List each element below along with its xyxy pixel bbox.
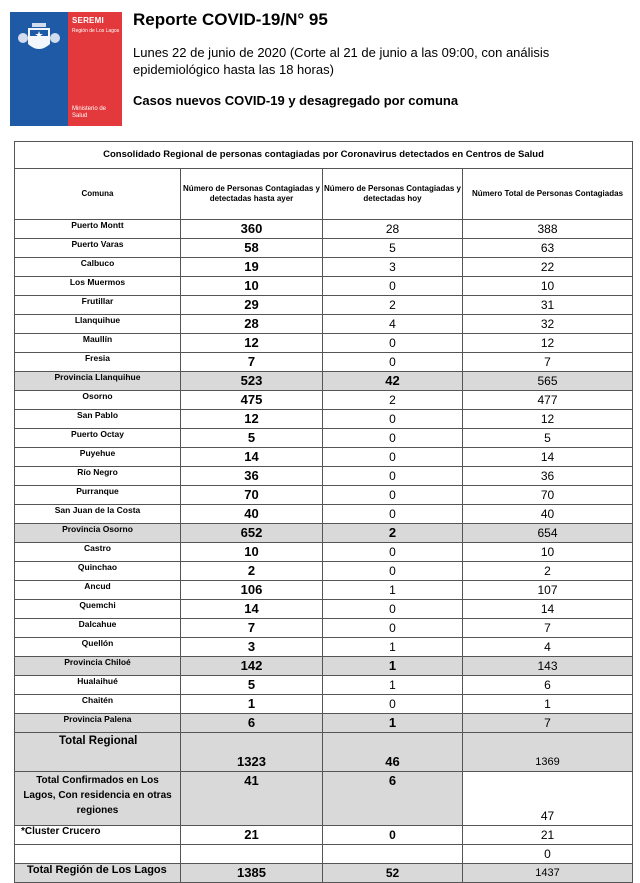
hoy-cell: 0 — [323, 448, 463, 467]
total-cell: 6 — [463, 676, 633, 695]
comuna-cell: Provincia Llanquihue — [15, 372, 181, 391]
cases-table — [14, 141, 633, 883]
hoy-cell: 0 — [323, 543, 463, 562]
ayer-cell: 523 — [181, 372, 323, 391]
confirmados-otras-ayer: 41 — [181, 772, 323, 826]
coat-of-arms-icon — [16, 20, 62, 60]
comuna-cell: Hualaihué — [15, 676, 181, 695]
comuna-cell: Puerto Montt — [15, 220, 181, 239]
total-cell: 2 — [463, 562, 633, 581]
total-cell: 7 — [463, 714, 633, 733]
comuna-cell: Llanquihue — [15, 315, 181, 334]
ayer-cell: 12 — [181, 410, 323, 429]
confirmados-otras-hoy: 6 — [323, 772, 463, 826]
hoy-cell: 42 — [323, 372, 463, 391]
comuna-cell: Provincia Palena — [15, 714, 181, 733]
comuna-cell: Quellón — [15, 638, 181, 657]
total-cell: 388 — [463, 220, 633, 239]
ayer-cell: 5 — [181, 429, 323, 448]
ayer-cell: 28 — [181, 315, 323, 334]
total-regional-total: 1369 — [463, 733, 633, 772]
column-header-total: Número Total de Personas Contagiadas — [463, 169, 633, 220]
total-cell: 40 — [463, 505, 633, 524]
total-cell: 565 — [463, 372, 633, 391]
total-cell: 7 — [463, 353, 633, 372]
comuna-cell: Los Muermos — [15, 277, 181, 296]
table-row — [15, 638, 633, 657]
comuna-cell: Quinchao — [15, 562, 181, 581]
total-cell: 12 — [463, 410, 633, 429]
ayer-cell: 58 — [181, 239, 323, 258]
total-cell: 14 — [463, 600, 633, 619]
hoy-cell: 4 — [323, 315, 463, 334]
total-regional-hoy: 46 — [323, 733, 463, 772]
ayer-cell: 6 — [181, 714, 323, 733]
total-cell: 70 — [463, 486, 633, 505]
total-regional-row — [15, 733, 633, 772]
hoy-cell: 1 — [323, 676, 463, 695]
table-row — [15, 600, 633, 619]
comuna-cell: Dalcahue — [15, 619, 181, 638]
hoy-cell: 0 — [323, 619, 463, 638]
column-header-comuna: Comuna — [15, 169, 181, 220]
logo-ministerio-text: Ministerio de Salud — [72, 106, 107, 119]
total-cell: 7 — [463, 619, 633, 638]
ayer-cell: 10 — [181, 543, 323, 562]
confirmados-otras-regiones-row — [15, 772, 633, 826]
report-title: Reporte COVID-19/N° 95 — [133, 10, 328, 29]
ayer-cell: 3 — [181, 638, 323, 657]
comuna-cell: Purranque — [15, 486, 181, 505]
comuna-cell: Maullín — [15, 334, 181, 353]
total-cell: 22 — [463, 258, 633, 277]
hoy-cell: 1 — [323, 657, 463, 676]
table-row — [15, 695, 633, 714]
total-cell: 31 — [463, 296, 633, 315]
hoy-cell: 0 — [323, 600, 463, 619]
table-row — [15, 220, 633, 239]
cluster-label: *Cluster Crucero — [15, 826, 181, 845]
total-cell: 32 — [463, 315, 633, 334]
hoy-cell: 5 — [323, 239, 463, 258]
table-row — [15, 543, 633, 562]
cluster-ayer: 21 — [181, 826, 323, 845]
comuna-cell: Frutillar — [15, 296, 181, 315]
total-cell: 10 — [463, 277, 633, 296]
ayer-cell: 14 — [181, 600, 323, 619]
ayer-cell: 7 — [181, 619, 323, 638]
table-row — [15, 277, 633, 296]
hoy-cell: 0 — [323, 353, 463, 372]
table-row — [15, 448, 633, 467]
table-row — [15, 353, 633, 372]
cluster-crucero-row — [15, 826, 633, 845]
hoy-cell: 28 — [323, 220, 463, 239]
ayer-cell: 360 — [181, 220, 323, 239]
column-header-ayer: Número de Personas Contagiadas y detectadas hasta ayer — [181, 169, 323, 220]
logo-region-text: Región de Los Lagos — [72, 28, 120, 34]
table-row — [15, 334, 633, 353]
total-cell: 12 — [463, 334, 633, 353]
ayer-cell: 142 — [181, 657, 323, 676]
hoy-cell: 0 — [323, 695, 463, 714]
blank-row — [15, 845, 633, 864]
provincia-row — [15, 714, 633, 733]
hoy-cell: 0 — [323, 429, 463, 448]
hoy-cell: 2 — [323, 524, 463, 543]
table-row — [15, 467, 633, 486]
ayer-cell: 70 — [181, 486, 323, 505]
ayer-cell: 2 — [181, 562, 323, 581]
comuna-cell: Provincia Chiloé — [15, 657, 181, 676]
ayer-cell: 106 — [181, 581, 323, 600]
hoy-cell: 0 — [323, 410, 463, 429]
hoy-cell: 1 — [323, 638, 463, 657]
total-regional-ayer: 1323 — [181, 733, 323, 772]
table-row — [15, 391, 633, 410]
hoy-cell: 2 — [323, 296, 463, 315]
total-cell: 5 — [463, 429, 633, 448]
table-row — [15, 429, 633, 448]
ayer-cell: 12 — [181, 334, 323, 353]
confirmados-otras-total: 47 — [463, 772, 633, 826]
blank-row-total: 0 — [463, 845, 633, 864]
total-cell: 10 — [463, 543, 633, 562]
table-row — [15, 619, 633, 638]
seremi-logo — [10, 12, 122, 126]
logo-red-panel — [68, 12, 122, 126]
ayer-cell: 475 — [181, 391, 323, 410]
ayer-cell: 19 — [181, 258, 323, 277]
ayer-cell: 36 — [181, 467, 323, 486]
comuna-cell: Quemchi — [15, 600, 181, 619]
provincia-row — [15, 657, 633, 676]
column-header-hoy: Número de Personas Contagiadas y detectadas hoy — [323, 169, 463, 220]
total-regional-label: Total Regional — [15, 733, 181, 772]
total-cell: 4 — [463, 638, 633, 657]
hoy-cell: 0 — [323, 562, 463, 581]
section-heading: Casos nuevos COVID-19 y desagregado por comuna — [133, 93, 459, 108]
table-row — [15, 505, 633, 524]
hoy-cell: 0 — [323, 486, 463, 505]
hoy-cell: 0 — [323, 334, 463, 353]
comuna-cell: Calbuco — [15, 258, 181, 277]
cluster-total: 21 — [463, 826, 633, 845]
total-cell: 107 — [463, 581, 633, 600]
comuna-cell: Río Negro — [15, 467, 181, 486]
comuna-cell: Puyehue — [15, 448, 181, 467]
comuna-cell: San Pablo — [15, 410, 181, 429]
logo-seremi-text: SEREMI — [72, 16, 104, 25]
total-region-total: 1437 — [463, 864, 633, 883]
total-cell: 477 — [463, 391, 633, 410]
comuna-cell: Ancud — [15, 581, 181, 600]
comuna-cell: Castro — [15, 543, 181, 562]
comuna-cell: San Juan de la Costa — [15, 505, 181, 524]
hoy-cell: 1 — [323, 581, 463, 600]
comuna-cell: Puerto Octay — [15, 429, 181, 448]
comuna-cell: Fresia — [15, 353, 181, 372]
table-row — [15, 410, 633, 429]
total-region-row — [15, 864, 633, 883]
comuna-cell: Puerto Varas — [15, 239, 181, 258]
comuna-cell: Provincia Osorno — [15, 524, 181, 543]
table-row — [15, 239, 633, 258]
table-caption: Consolidado Regional de personas contagiadas por Coronavirus detectados en Centros de Salud — [15, 142, 633, 169]
ayer-cell: 1 — [181, 695, 323, 714]
total-cell: 654 — [463, 524, 633, 543]
table-row — [15, 562, 633, 581]
report-subtitle: Lunes 22 de junio de 2020 (Corte al 21 de junio a las 09:00, con análisis epidemiológico hasta las 18 horas) — [133, 45, 550, 77]
table-row — [15, 315, 633, 334]
comuna-cell: Osorno — [15, 391, 181, 410]
table-row — [15, 676, 633, 695]
hoy-cell: 3 — [323, 258, 463, 277]
total-cell: 143 — [463, 657, 633, 676]
total-region-hoy: 52 — [323, 864, 463, 883]
total-cell: 14 — [463, 448, 633, 467]
hoy-cell: 1 — [323, 714, 463, 733]
ayer-cell: 14 — [181, 448, 323, 467]
ayer-cell: 40 — [181, 505, 323, 524]
hoy-cell: 0 — [323, 467, 463, 486]
hoy-cell: 2 — [323, 391, 463, 410]
provincia-row — [15, 372, 633, 391]
confirmados-otras-label: Total Confirmados en Los Lagos, Con residencia en otras regiones — [15, 772, 181, 826]
total-region-label: Total Región de Los Lagos — [15, 864, 181, 883]
cluster-hoy: 0 — [323, 826, 463, 845]
table-row — [15, 296, 633, 315]
ayer-cell: 652 — [181, 524, 323, 543]
hoy-cell: 0 — [323, 505, 463, 524]
ayer-cell: 29 — [181, 296, 323, 315]
table-row — [15, 581, 633, 600]
logo-blue-panel — [10, 12, 68, 126]
provincia-row — [15, 524, 633, 543]
hoy-cell: 0 — [323, 277, 463, 296]
ayer-cell: 10 — [181, 277, 323, 296]
ayer-cell: 5 — [181, 676, 323, 695]
total-region-ayer: 1385 — [181, 864, 323, 883]
table-row — [15, 258, 633, 277]
total-cell: 1 — [463, 695, 633, 714]
total-cell: 63 — [463, 239, 633, 258]
total-cell: 36 — [463, 467, 633, 486]
table-row — [15, 486, 633, 505]
comuna-cell: Chaitén — [15, 695, 181, 714]
ayer-cell: 7 — [181, 353, 323, 372]
